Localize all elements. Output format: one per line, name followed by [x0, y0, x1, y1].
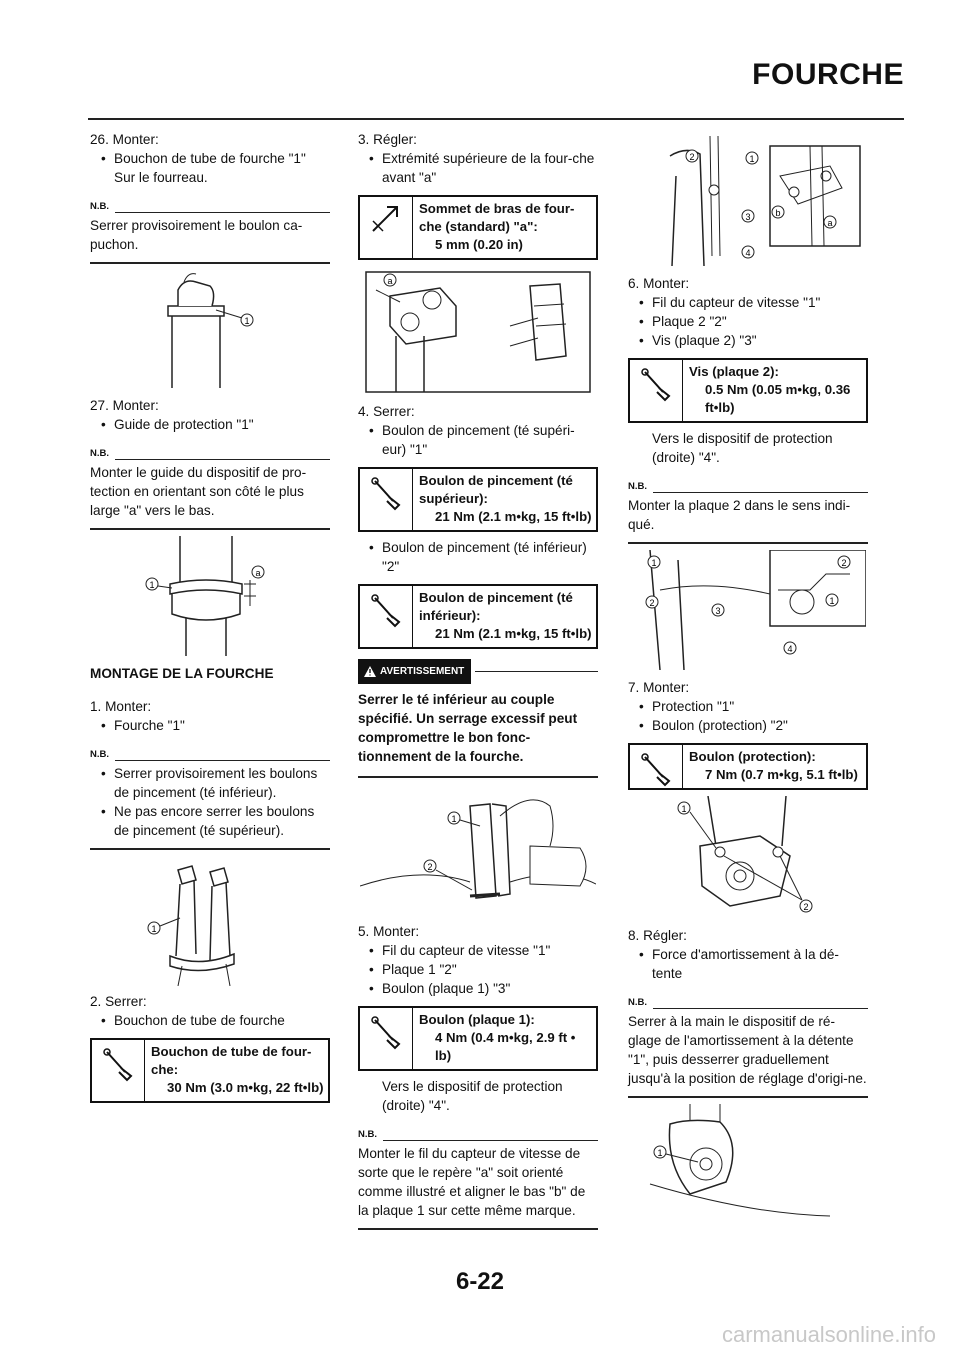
note-text: Serrer provisoirement le boulon ca-puchon. — [90, 218, 303, 252]
callout-1: 1 — [681, 804, 687, 814]
callout-1: 1 — [829, 596, 835, 606]
note-box — [628, 993, 868, 1098]
spec-value: 21 Nm (2.1 m•kg, 15 ft•lb) — [435, 626, 592, 641]
step-8-bullet: • Force d'amortissement à la dé-tente — [628, 945, 868, 983]
figure-speed-sensor-2 — [630, 136, 866, 268]
column-3 — [628, 130, 868, 1230]
step-5: 5. Monter: — [358, 924, 420, 939]
callout-3: 3 — [715, 606, 721, 616]
figure-speed-sensor-1 — [360, 786, 596, 916]
callout-2: 2 — [427, 862, 433, 872]
spec-screw-plate-2 — [628, 358, 868, 423]
spec-label: Vis (plaque 2): — [689, 364, 779, 379]
spec-pinch-upper — [358, 467, 598, 532]
callout-a: a — [255, 568, 261, 578]
spec-label: Bouchon de tube de four-che: — [151, 1043, 312, 1077]
spec-value: 7 Nm (0.7 m•kg, 5.1 ft•lb) — [705, 767, 858, 782]
measure-icon — [369, 203, 403, 237]
callout-a: a — [387, 276, 393, 286]
column-2 — [358, 130, 598, 1234]
callout-1: 1 — [451, 814, 457, 824]
callout-1: 1 — [149, 580, 155, 590]
step-4-bullet-1: • Boulon de pincement (té supéri-eur) "1" — [358, 421, 598, 459]
torque-wrench-icon — [369, 1014, 403, 1050]
warning-box — [358, 659, 598, 778]
figure-rebound-adjuster — [630, 1104, 866, 1224]
note-box — [90, 197, 330, 264]
figure-fork-cap — [150, 270, 270, 390]
step-26-cont: Sur le fourreau. — [114, 170, 208, 185]
note-text: Monter le guide du dispositif de pro-tection en orientant son côté le plus large "a" vers le bas. — [90, 465, 307, 518]
callout-4: 4 — [745, 248, 751, 258]
note-bullet: • Serrer provisoirement les boulons de pincement (té inférieur). — [90, 764, 330, 802]
callout-1: 1 — [651, 558, 657, 568]
spec-value: 30 Nm (3.0 m•kg, 22 ft•lb) — [167, 1079, 324, 1095]
figure-protection — [630, 796, 866, 920]
spec-label: Boulon (protection): — [689, 749, 816, 764]
figure-fork-top — [360, 266, 596, 396]
figure-fork-install — [130, 856, 290, 986]
spec-value: 4 Nm (0.4 m•kg, 2.9 ft • lb) — [435, 1030, 576, 1063]
warning-triangle-icon — [364, 666, 376, 677]
spec-label: Boulon de pincement (té supérieur): — [419, 473, 573, 506]
spec-pinch-lower — [358, 584, 598, 649]
step-5-bullet-3: • Boulon (plaque 1) "3" — [358, 979, 598, 998]
step-6: 6. Monter: — [628, 276, 690, 291]
figure-plate-2 — [630, 550, 866, 672]
note-text: Serrer à la main le dispositif de ré-glage de l'amortissement à la détente "1", puis desserrer graduellement jusqu'à la position de réglage d'origi-ne. — [628, 1014, 867, 1086]
note-text: Monter le fil du capteur de vitesse de sorte que le repère "a" soit orienté comme illustré et aligner le bas "b" de la plaque 1 sur cette même marque. — [358, 1146, 586, 1218]
column-1 — [90, 130, 330, 1109]
page-title: FOURCHE — [752, 58, 904, 91]
note-box — [628, 477, 868, 544]
note-label: N.B. — [628, 997, 647, 1008]
step-6-bullet-2: • Plaque 2 "2" — [628, 312, 868, 331]
step-5-bullet-2: • Plaque 1 "2" — [358, 960, 598, 979]
callout-1: 1 — [244, 316, 250, 326]
step-26: 26. Monter: — [90, 132, 159, 147]
step-1-bullet: • Fourche "1" — [90, 716, 330, 735]
callout-2: 2 — [841, 558, 847, 568]
note-bullet: • Ne pas encore serrer les boulons de pincement (té supérieur). — [90, 802, 330, 840]
callout-2: 2 — [649, 598, 655, 608]
callout-b: b — [775, 208, 781, 218]
torque-spec — [90, 1038, 330, 1103]
step-6-after: Vers le dispositif de protection (droite) "4". — [652, 431, 833, 465]
step-7: 7. Monter: — [628, 680, 690, 695]
step-6-bullet-1: • Fil du capteur de vitesse "1" — [628, 293, 868, 312]
note-box — [358, 1125, 598, 1230]
callout-2: 2 — [803, 902, 809, 912]
torque-wrench-icon — [639, 751, 673, 787]
callout-1: 1 — [151, 923, 157, 934]
callout-2: 2 — [689, 152, 695, 162]
note-label: N.B. — [90, 448, 109, 459]
step-4: 4. Serrer: — [358, 404, 415, 419]
callout-1: 1 — [749, 154, 755, 164]
spec-label: Sommet de bras de four-che (standard) "a": — [419, 201, 575, 234]
note-box — [90, 444, 330, 530]
step-8: 8. Régler: — [628, 928, 687, 943]
step-7-bullet-2: • Boulon (protection) "2" — [628, 716, 868, 735]
watermark: carmanualsonline.info — [721, 1322, 936, 1347]
section-heading: MONTAGE DE LA FOURCHE — [90, 666, 274, 681]
step-27-bullet: • Guide de protection "1" — [90, 415, 330, 434]
note-box — [90, 745, 330, 850]
step-26-bullet: • Bouchon de tube de fourche "1" — [90, 149, 330, 168]
spec-label: Boulon (plaque 1): — [419, 1012, 535, 1027]
note-label: N.B. — [358, 1129, 377, 1140]
spec-value: 0.5 Nm (0.05 m•kg, 0.36 ft•lb) — [705, 382, 851, 415]
callout-a: a — [827, 218, 833, 228]
torque-wrench-icon — [639, 366, 673, 402]
note-label: N.B. — [628, 481, 647, 492]
warning-text: Serrer le té inférieur au couple spécifié. Un serrage excessif peut compromettre le bon fonc-tionnement de la fourche. — [358, 692, 578, 764]
step-6-bullet-3: • Vis (plaque 2) "3" — [628, 331, 868, 350]
step-27: 27. Monter: — [90, 398, 159, 413]
step-2: 2. Serrer: — [90, 993, 147, 1009]
step-5-bullet-1: • Fil du capteur de vitesse "1" — [358, 941, 598, 960]
warning-badge: AVERTISSEMENT — [358, 659, 471, 684]
step-2-bullet: • Bouchon de tube de fourche — [90, 1011, 330, 1030]
spec-fork-top — [358, 195, 598, 260]
step-3-bullet: • Extrémité supérieure de la four-che avant "a" — [358, 149, 598, 187]
spec-protection-bolt — [628, 743, 868, 790]
callout-3: 3 — [745, 212, 751, 222]
callout-4: 4 — [787, 644, 793, 654]
note-label: N.B. — [90, 748, 109, 760]
note-label: N.B. — [90, 201, 109, 212]
step-5-after: Vers le dispositif de protection (droite) "4". — [382, 1079, 563, 1113]
spec-label: Boulon de pincement (té inférieur): — [419, 590, 573, 623]
step-3: 3. Régler: — [358, 132, 417, 147]
spec-value: 21 Nm (2.1 m•kg, 15 ft•lb) — [435, 509, 592, 524]
spec-value: 5 mm (0.20 in) — [435, 237, 523, 252]
step-7-bullet-1: • Protection "1" — [628, 697, 868, 716]
page-number: 6-22 — [455, 1268, 505, 1295]
torque-wrench-icon — [369, 592, 403, 628]
callout-1: 1 — [657, 1148, 663, 1158]
torque-wrench-icon — [101, 1046, 135, 1082]
spec-plate-1 — [358, 1006, 598, 1071]
torque-wrench-icon — [369, 475, 403, 511]
step-1: 1. Monter: — [90, 698, 152, 714]
note-text: Monter la plaque 2 dans le sens indi-qué. — [628, 498, 851, 532]
step-4-bullet-2: • Boulon de pincement (té inférieur) "2" — [358, 538, 598, 576]
header-rule — [88, 118, 904, 120]
figure-protection-guide — [140, 536, 280, 656]
